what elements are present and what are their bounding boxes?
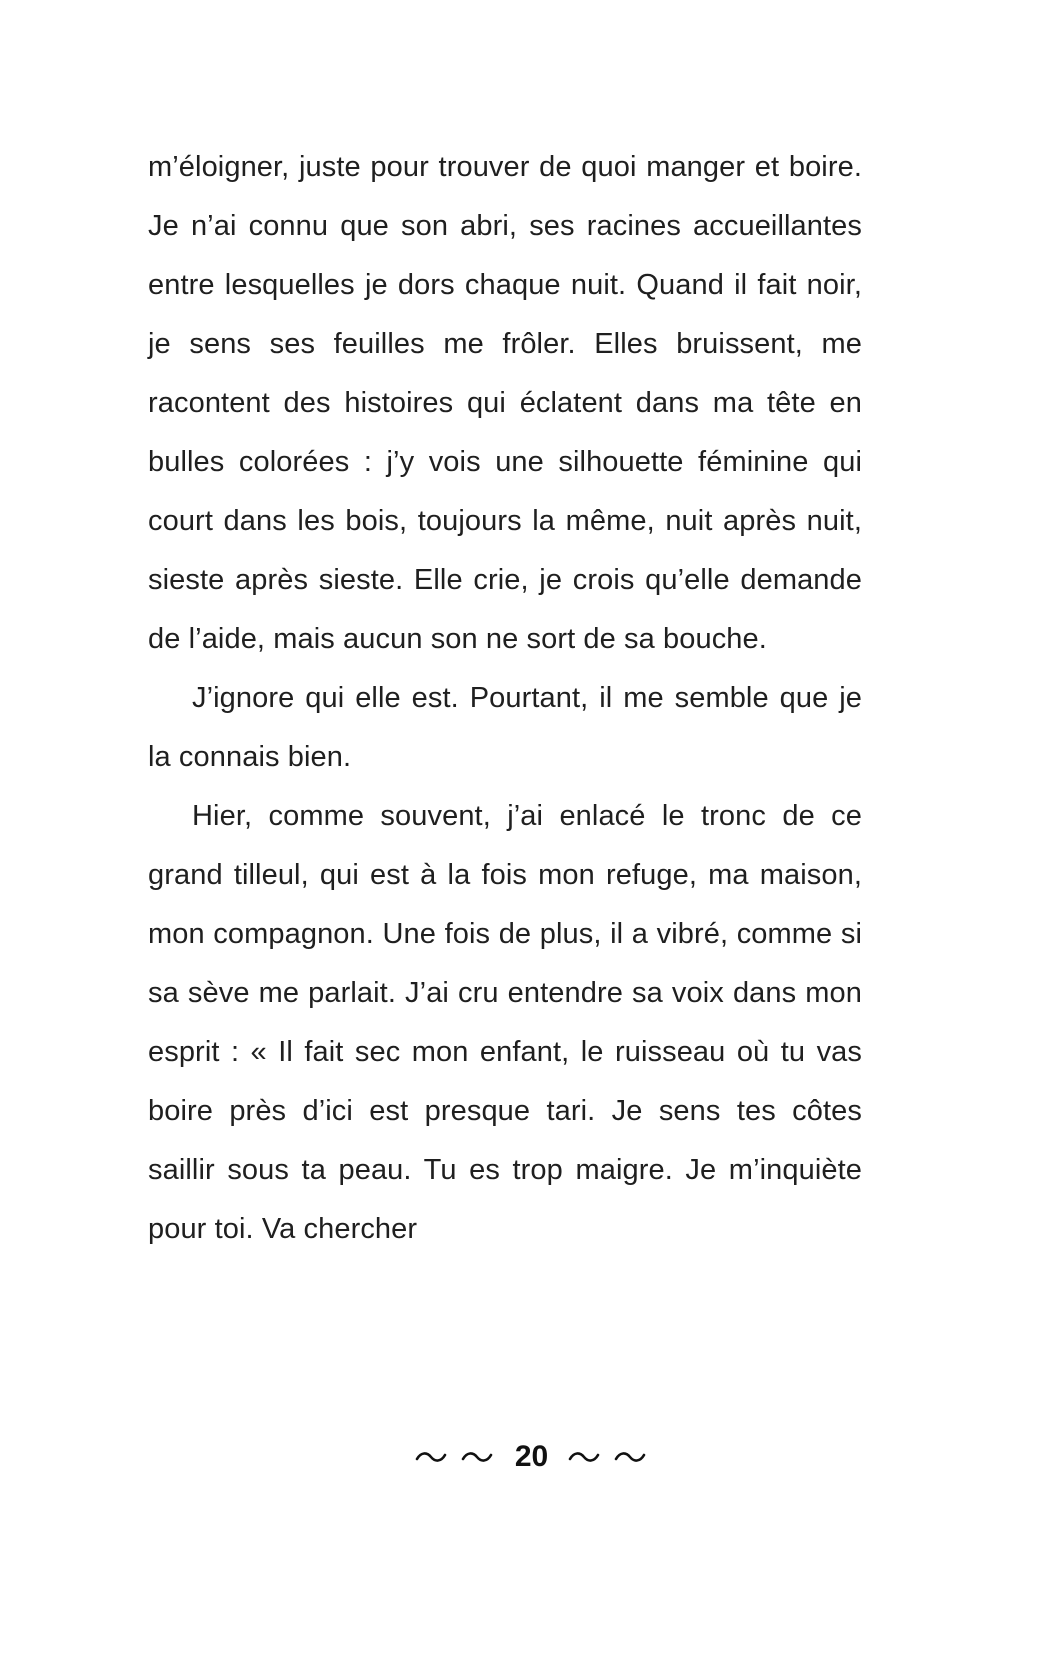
wave-squiggle-icon: [415, 1448, 495, 1466]
paragraph: m’éloigner, juste pour trouver de quoi manger et boire. Je n’ai connu que son abri, ses racines accueillantes entre lesquelles je dors chaque nuit. Quand il fait noir, je sens ses feuilles me frôler. Elles bruissent, me racontent des histoires qui éclatent dans ma tête en bulles colorées : j’y vois une silhouette féminine qui court dans les bois, toujours la même, nuit après nuit, sieste après sieste. Elle crie, je crois qu’elle demande de l’aide, mais aucun son ne sort de sa bouche.: [148, 151, 862, 655]
page-number: 20: [514, 1440, 549, 1473]
paragraph: Hier, comme souvent, j’ai enlacé le tronc de ce grand tilleul, qui est à la fois mon refuge, ma maison, mon compagnon. Une fois de plus, il a vibré, comme si sa sève me parlait. J’ai cru entendre sa voix dans mon esprit : « Il fait sec mon enfant, le ruisseau où tu vas boire près d’ici est presque tari. Je sens tes côtes saillir sous ta peau. Tu es trop maigre. Je m’inquiète pour toi. Va chercher: [148, 800, 862, 1245]
wave-squiggle-icon: [568, 1448, 648, 1466]
paragraph: J’ignore qui elle est. Pourtant, il me semble que je la connais bien.: [148, 682, 862, 773]
page-footer: [0, 1442, 1063, 1472]
page-text: [148, 138, 862, 1259]
